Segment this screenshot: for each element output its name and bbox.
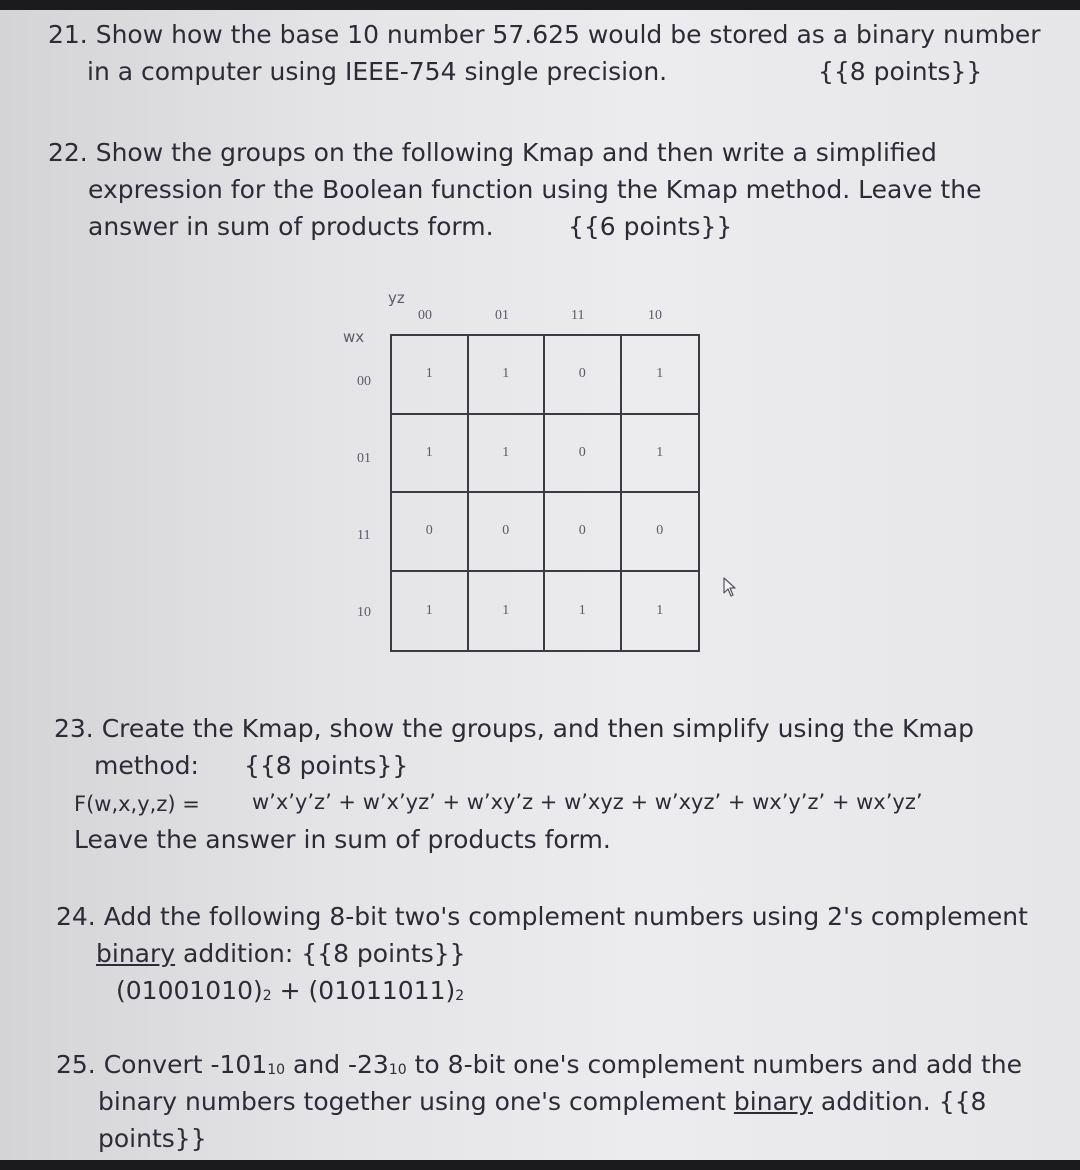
q25-part1: 25. Convert -101 (56, 1050, 268, 1079)
kmap-cell: 0 (545, 336, 622, 415)
question-21 (48, 16, 1041, 90)
q24-operand-b: + (01011011) (271, 976, 456, 1005)
q24-operand-a: (01001010) (116, 976, 263, 1005)
q22-points: {{6 points}} (568, 212, 733, 241)
q21-line1: 21. Show how the base 10 number 57.625 would be stored as a binary number (48, 20, 1041, 49)
q24-line1: 24. Add the following 8-bit two's complement numbers using 2's complement (56, 902, 1028, 931)
q21-line2: in a computer using IEEE-754 single precision. (87, 57, 668, 86)
kmap-row-header: 11 (357, 528, 371, 543)
question-22 (48, 134, 981, 245)
kmap-cell: 1 (622, 415, 699, 494)
kmap-cell: 1 (392, 572, 469, 651)
q25-binary-underlined: binary (733, 1087, 813, 1116)
kmap-grid (390, 334, 700, 652)
q24-line2: addition: {{8 points}} (175, 939, 466, 968)
q25-part3: to 8-bit one's complement numbers and add the (406, 1050, 1022, 1079)
kmap-cell: 1 (469, 572, 546, 651)
question-24 (56, 898, 1028, 1009)
kmap-cell: 1 (469, 415, 546, 494)
q25-base2: 10 (388, 1062, 407, 1078)
kmap-row-header: 10 (357, 605, 371, 620)
q22-line1: 22. Show the groups on the following Kmap and then write a simplified (48, 138, 937, 167)
kmap-row-header: 00 (357, 374, 371, 389)
kmap-cell: 0 (622, 493, 699, 572)
kmap-cell: 1 (622, 336, 699, 415)
q25-base1: 10 (267, 1062, 286, 1078)
photo-screen (0, 10, 1080, 1160)
question-23 (54, 710, 974, 858)
q25-line3: points}} (98, 1124, 207, 1153)
q25-line2b: addition. {{8 (812, 1087, 987, 1116)
question-25 (56, 1046, 1022, 1157)
q23-line4: Leave the answer in sum of products form. (74, 825, 611, 854)
q24-binary-underlined: binary (96, 939, 176, 968)
mouse-cursor-icon (722, 576, 738, 598)
q24-base-b: 2 (455, 988, 465, 1004)
q23-function-rhs: w’x’y’z’ + w’x’yz’ + w’xy’z + w’xyz + w’xyz’ + wx’y’z’ + wx’yz’ (252, 790, 923, 814)
kmap-cell: 1 (392, 415, 469, 494)
kmap-cell: 0 (545, 493, 622, 572)
kmap-cell: 1 (656, 602, 664, 618)
kmap-row-header: 01 (357, 451, 371, 466)
kmap-cell: 0 (392, 493, 469, 572)
kmap-col-header: 01 (495, 308, 509, 323)
kmap-col-header: 00 (418, 308, 432, 323)
q25-part2: and -23 (285, 1050, 389, 1079)
kmap-col-header: 11 (571, 308, 585, 323)
kmap-row-var: wx (343, 328, 365, 346)
q25-line2a: binary numbers together using one's complement (98, 1087, 734, 1116)
kmap-cell: 0 (469, 493, 546, 572)
q22-line3: answer in sum of products form. (88, 212, 494, 241)
q23-function-lhs: F(w,x,y,z) = (74, 792, 200, 816)
kmap-cell: 0 (545, 415, 622, 494)
kmap-col-var: yz (388, 289, 405, 307)
q22-line2: expression for the Boolean function using the Kmap method. Leave the (88, 175, 982, 204)
q23-points: {{8 points}} (244, 751, 409, 780)
q23-line1: 23. Create the Kmap, show the groups, and then simplify using the Kmap (54, 714, 974, 743)
q21-points: {{8 points}} (818, 57, 983, 86)
kmap-cell: 1 (469, 336, 546, 415)
q24-base-a: 2 (262, 988, 272, 1004)
q23-method: method: (94, 751, 199, 780)
kmap-cell: 1 (545, 572, 622, 651)
kmap-cell: 1 (392, 336, 469, 415)
kmap-col-header: 10 (648, 308, 662, 323)
